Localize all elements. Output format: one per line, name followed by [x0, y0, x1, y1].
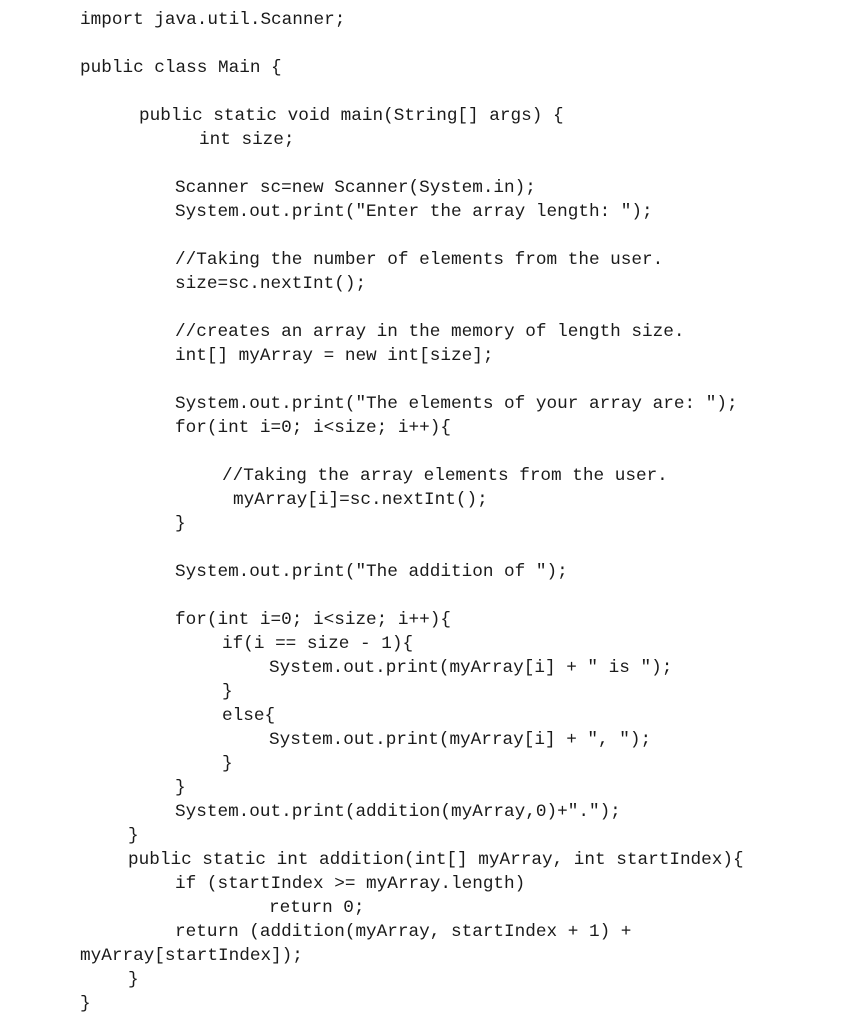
code-line-comment-array: //creates an array in the memory of length size.	[175, 322, 685, 342]
code-line-close-brace: }	[128, 826, 139, 846]
code-line-array-alloc: int[] myArray = new int[size];	[175, 346, 494, 366]
code-line-return-recursive: return (addition(myArray, startIndex + 1) +	[175, 922, 632, 942]
code-line-close-brace: }	[222, 754, 233, 774]
code-line-class-decl: public class Main {	[80, 58, 282, 78]
code-line-close-brace: }	[80, 994, 91, 1014]
code-line-comment-count: //Taking the number of elements from the user.	[175, 250, 664, 270]
code-line-print-comma: System.out.print(myArray[i] + ", ");	[269, 730, 652, 750]
code-line-return-cont: myArray[startIndex]);	[80, 946, 303, 966]
code-line-print-addition: System.out.print("The addition of ");	[175, 562, 568, 582]
code-line-import: import java.util.Scanner;	[80, 10, 346, 30]
code-line-close-brace: }	[175, 514, 186, 534]
code-line-addition-decl: public static int addition(int[] myArray, int startIndex){	[128, 850, 744, 870]
code-line-print-is: System.out.print(myArray[i] + " is ");	[269, 658, 673, 678]
code-line-scanner: Scanner sc=new Scanner(System.in);	[175, 178, 536, 198]
code-line-for-read: for(int i=0; i<size; i++){	[175, 418, 451, 438]
code-line-if-base: if (startIndex >= myArray.length)	[175, 874, 526, 894]
code-line-if-last: if(i == size - 1){	[222, 634, 414, 654]
code-line-read-element: myArray[i]=sc.nextInt();	[233, 490, 488, 510]
code-line-print-result: System.out.print(addition(myArray,0)+".");	[175, 802, 621, 822]
code-line-close-brace: }	[222, 682, 233, 702]
code-line-print-length: System.out.print("Enter the array length: ");	[175, 202, 653, 222]
code-line-comment-elements: //Taking the array elements from the user.	[222, 466, 668, 486]
code-line-close-brace: }	[128, 970, 139, 990]
code-line-for-print: for(int i=0; i<size; i++){	[175, 610, 451, 630]
code-line-read-size: size=sc.nextInt();	[175, 274, 367, 294]
code-line-int-size: int size;	[199, 130, 295, 150]
code-line-print-elements: System.out.print("The elements of your array are: ");	[175, 394, 738, 414]
code-line-close-brace: }	[175, 778, 186, 798]
code-line-return-zero: return 0;	[269, 898, 365, 918]
code-line-main-decl: public static void main(String[] args) {	[139, 106, 564, 126]
code-line-else: else{	[222, 706, 276, 726]
